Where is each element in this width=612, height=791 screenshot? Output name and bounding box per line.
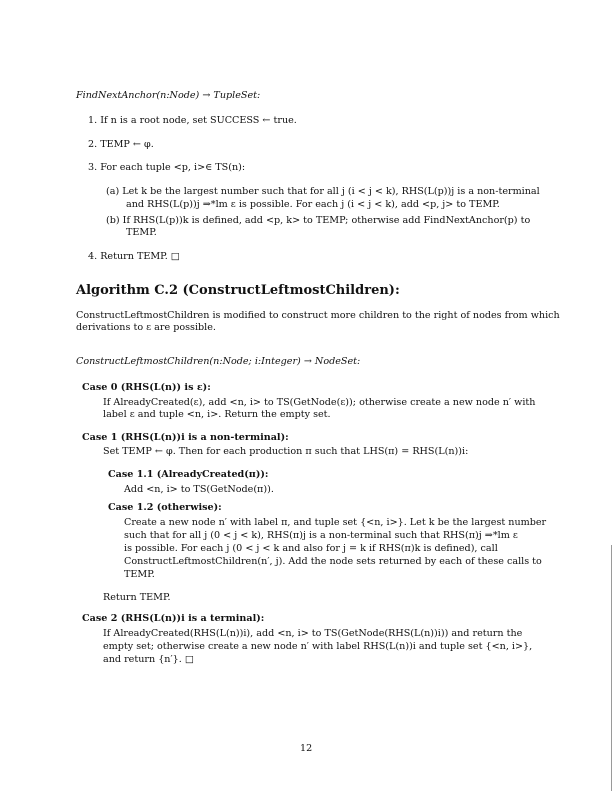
step-3b-line1: (b) If RHS(L(p))k is defined, add <p, k> to TEMP; otherwise add FindNextAnchor(p) to <box>106 215 531 226</box>
case0-heading: Case 0 (RHS(L(n)) is ε): <box>82 382 211 393</box>
page-number: 12 <box>300 743 313 754</box>
case11-heading: Case 1.1 (AlreadyCreated(π)): <box>108 469 269 480</box>
case2-line-2: empty set; otherwise create a new node n′ with label RHS(L(n))i and tuple set {<n, i>}, <box>103 641 533 652</box>
step-3a-line1: (a) Let k be the largest number such that for all j (i < j < k), RHS(L(p))j is a non-terminal <box>106 186 540 197</box>
step-1: 1. If n is a root node, set SUCCESS ← true. <box>88 115 297 126</box>
intro-line-2: derivations to ε are possible. <box>76 322 216 333</box>
step-2: 2. TEMP ← φ. <box>88 139 154 150</box>
case0-line-1: If AlreadyCreated(ε), add <n, i> to TS(GetNode(ε)); otherwise create a new node n′ with <box>103 397 536 408</box>
case2-line-1: If AlreadyCreated(RHS(L(n))i), add <n, i> to TS(GetNode(RHS(L(n))i)) and return the <box>103 628 523 639</box>
step-3a-line2: and RHS(L(p))j ⇒*lm ε is possible. For each j (i < j < k), add <p, j> to TEMP. <box>126 199 500 210</box>
case11-line: Add <n, i> to TS(GetNode(π)). <box>124 484 274 495</box>
step-3: 3. For each tuple <p, i>∈ TS(n): <box>88 162 246 173</box>
case12-heading: Case 1.2 (otherwise): <box>108 502 222 513</box>
find-next-anchor-signature: FindNextAnchor(n:Node) → TupleSet: <box>76 90 261 101</box>
case1-return: Return TEMP. <box>103 592 171 603</box>
step-4: 4. Return TEMP. □ <box>88 251 180 262</box>
case1-heading: Case 1 (RHS(L(n))i is a non-terminal): <box>82 432 289 443</box>
case0-line-2: label ε and tuple <n, i>. Return the empty set. <box>103 409 331 420</box>
case1-line: Set TEMP ← φ. Then for each production π such that LHS(π) = RHS(L(n))i: <box>103 446 469 457</box>
case12-line-1: Create a new node n′ with label π, and tuple set {<n, i>}. Let k be the largest number <box>124 517 547 528</box>
construct-signature: ConstructLeftmostChildren(n:Node; i:Integer) → NodeSet: <box>76 356 361 367</box>
case2-line-3: and return {n′}. □ <box>103 654 194 665</box>
case12-line-4: ConstructLeftmostChildren(n′, j). Add the node sets returned by each of these calls to <box>124 556 542 567</box>
algorithm-heading: Algorithm C.2 (ConstructLeftmostChildren): <box>76 283 400 298</box>
case12-line-3: is possible. For each j (0 < j < k and also for j = k if RHS(π)k is defined), call <box>124 543 498 554</box>
case2-heading: Case 2 (RHS(L(n))i is a terminal): <box>82 613 265 624</box>
case12-line-5: TEMP. <box>124 569 155 580</box>
case12-line-2: such that for all j (0 < j < k), RHS(π)j is a non-terminal such that RHS(π)j ⇒*lm ε <box>124 530 518 541</box>
intro-line-1: ConstructLeftmostChildren is modified to construct more children to the right of nodes from which <box>76 310 560 321</box>
step-3b-line2: TEMP. <box>126 227 157 238</box>
